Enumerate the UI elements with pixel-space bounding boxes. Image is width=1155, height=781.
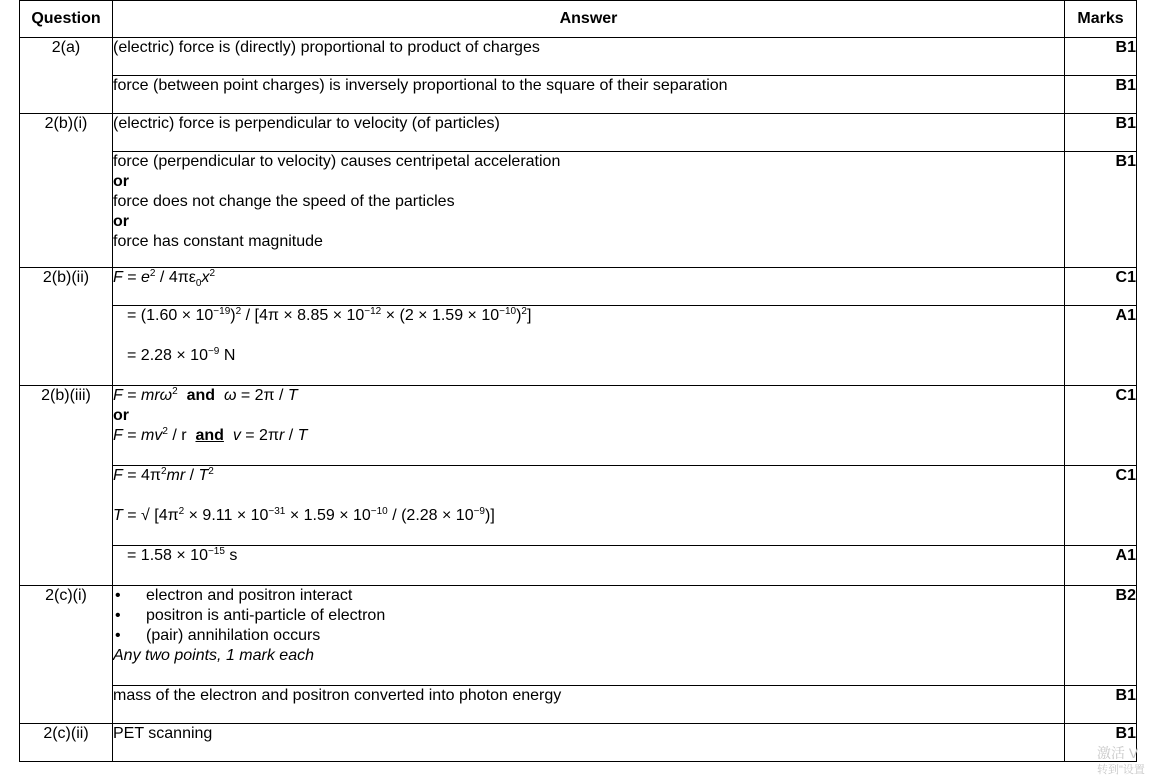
mark-cell: B2 (1065, 586, 1137, 686)
mark-cell: A1 (1065, 306, 1137, 386)
header-question: Question (20, 1, 113, 38)
activation-watermark: 激活 V 转到"设置 (1097, 745, 1145, 776)
answer-line: $F = mv^2 / r$ and v = 2πr / T (113, 426, 308, 444)
mark-cell: B1 (1065, 724, 1137, 762)
answer-cell: PET scanning (113, 724, 1065, 762)
answer-line: $F = 4\pi^2mr / T^2$ (113, 466, 214, 484)
mark-cell: B1 (1065, 686, 1137, 724)
answer-cell: $F = e^2 / 4\pi\varepsilon_0x^2$ (113, 268, 1065, 306)
mark-cell: B1 (1065, 114, 1137, 152)
header-row (20, 1, 1137, 38)
table-row (20, 38, 1137, 76)
answer-line: force has constant magnitude (113, 233, 323, 250)
question-2ci: 2(c)(i) (20, 586, 113, 724)
header-marks: Marks (1065, 1, 1137, 38)
question-2bii: 2(b)(ii) (20, 268, 113, 386)
mark-cell: B1 (1065, 38, 1137, 76)
answer-cell (113, 586, 1065, 686)
table-row (20, 586, 1137, 686)
mark-cell: C1 (1065, 386, 1137, 466)
answer-cell (113, 306, 1065, 386)
answer-line: force (perpendicular to velocity) causes centripetal acceleration (113, 153, 561, 170)
or-label: or (113, 407, 129, 424)
answer-cell: (electric) force is (directly) proportional to product of charges (113, 38, 1065, 76)
table-row (20, 466, 1137, 546)
mark-cell: B1 (1065, 152, 1137, 268)
answer-line: T = √ $[4\pi^2 \times 9.11 \times 10^{-31} \times 1.59 \times 10^{-10} / (2.28 \times 10^{-9})]$ (113, 506, 495, 524)
bullet-list (113, 586, 1064, 646)
answer-cell: mass of the electron and positron converted into photon energy (113, 686, 1065, 724)
question-2biii: 2(b)(iii) (20, 386, 113, 586)
list-item: • electron and positron interact (113, 586, 1064, 606)
table-row (20, 76, 1137, 114)
mark-cell: C1 (1065, 466, 1137, 546)
list-item: • positron is anti-particle of electron (113, 606, 1064, 626)
mark-cell: A1 (1065, 546, 1137, 586)
answer-line: = $(1.60 \times 10^{-19})^2 / [4\pi \times 8.85 \times 10^{-12} \times (2 \times 1.59 \times 10^{-10})^2]$ (127, 306, 532, 324)
or-label: or (113, 213, 129, 230)
answer-cell (113, 466, 1065, 546)
table-row (20, 686, 1137, 724)
table-row (20, 114, 1137, 152)
table-row (20, 306, 1137, 386)
answer-line: F = mrω$^2$ and ω = 2π / T (113, 386, 298, 404)
table-row (20, 152, 1137, 268)
question-2bi: 2(b)(i) (20, 114, 113, 268)
question-2a: 2(a) (20, 38, 113, 114)
answer-cell: force (between point charges) is inversely proportional to the square of their separation (113, 76, 1065, 114)
mark-scheme-table (19, 0, 1137, 762)
table-row (20, 268, 1137, 306)
marking-note: Any two points, 1 mark each (113, 647, 314, 664)
table-row (20, 724, 1137, 762)
table-row (20, 386, 1137, 466)
question-2cii: 2(c)(ii) (20, 724, 113, 762)
header-answer: Answer (113, 1, 1065, 38)
answer-cell (113, 152, 1065, 268)
answer-cell: (electric) force is perpendicular to velocity (of particles) (113, 114, 1065, 152)
answer-line: force does not change the speed of the particles (113, 193, 455, 210)
answer-cell (113, 546, 1065, 586)
answer-cell (113, 386, 1065, 466)
answer-line: = $1.58 \times 10^{-15}$ s (127, 546, 238, 564)
table-row (20, 546, 1137, 586)
or-label: or (113, 173, 129, 190)
mark-cell: C1 (1065, 268, 1137, 306)
list-item: • (pair) annihilation occurs (113, 626, 1064, 646)
mark-cell: B1 (1065, 76, 1137, 114)
answer-line: = $2.28 \times 10^{-9}$ N (127, 346, 236, 364)
